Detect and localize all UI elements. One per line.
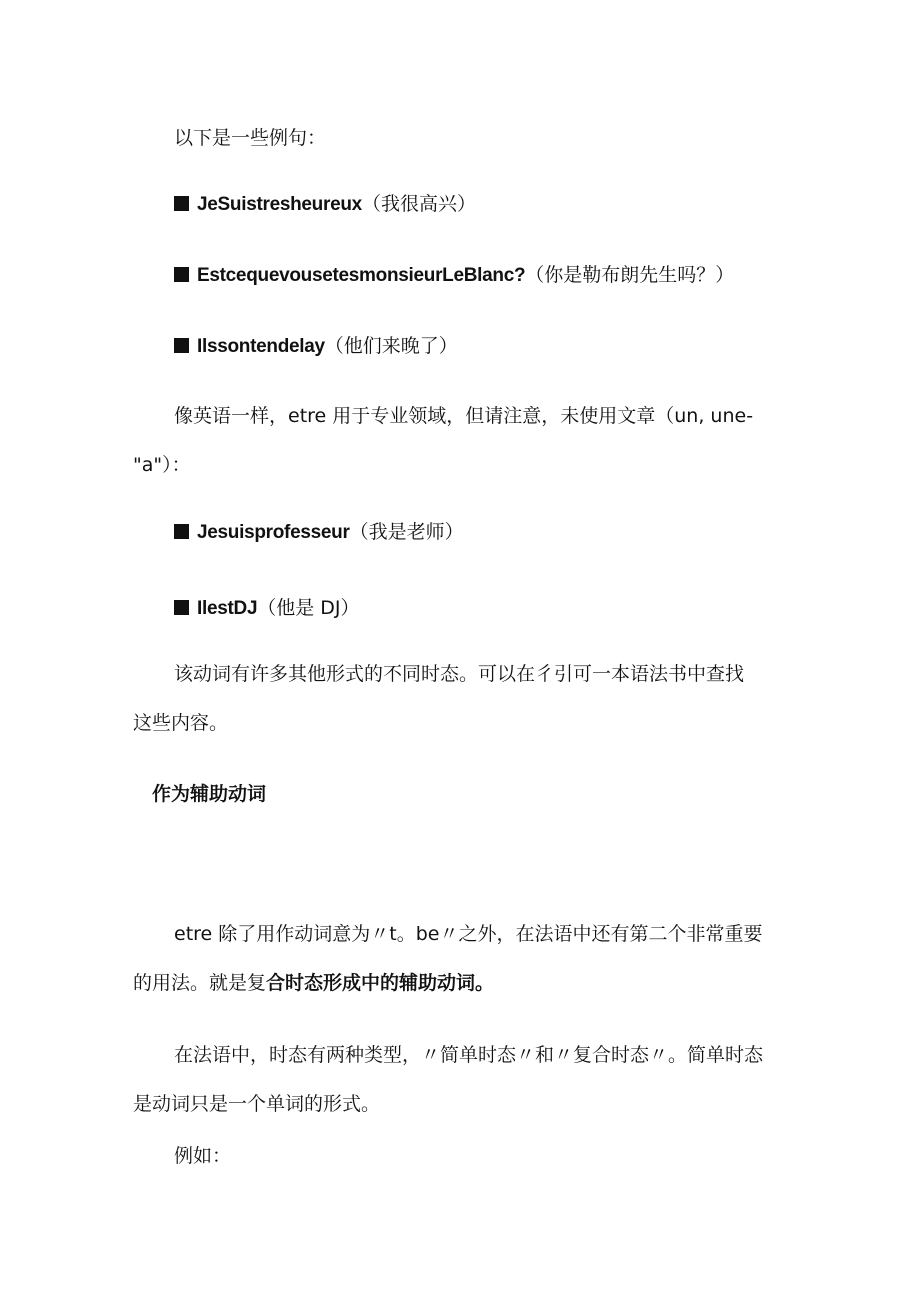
chinese-translation: （他们来晚了） xyxy=(324,335,458,357)
section-heading: 作为辅助动词 xyxy=(152,783,267,805)
chinese-translation: （我很高兴） xyxy=(361,193,476,215)
square-bullet-icon xyxy=(174,267,189,282)
paragraph-line: 这些内容。 xyxy=(133,712,229,734)
intro-text: 以下是一些例句： xyxy=(174,127,327,149)
paragraph-line: 例如： xyxy=(174,1145,232,1167)
chinese-translation: （你是勒布朗先生吗？） xyxy=(525,264,735,286)
example-item xyxy=(174,519,464,546)
square-bullet-icon xyxy=(174,338,189,353)
french-sentence: Ilssontendelay xyxy=(197,336,325,357)
example-item xyxy=(174,595,360,622)
square-bullet-icon xyxy=(174,524,189,539)
paragraph-line xyxy=(133,970,494,996)
paragraph-line: 在法语中，时态有两种类型，〃简单时态〃和〃复合时态〃。简单时态 xyxy=(174,1044,764,1066)
square-bullet-icon xyxy=(174,196,189,211)
paragraph-line: etre 除了用作动词意为〃t。be〃之外，在法语中还有第二个非常重要 xyxy=(174,923,763,945)
french-sentence: EstcequevousetesmonsieurLeBlanc? xyxy=(197,265,526,286)
french-sentence: JeSuistresheureux xyxy=(197,194,362,215)
chinese-translation: （他是 DJ） xyxy=(257,597,360,619)
paragraph-line: "a"）： xyxy=(133,454,191,476)
example-item xyxy=(174,333,458,360)
paragraph-line: 像英语一样，etre 用于专业领域，但请注意，未使用文章（un, une- xyxy=(174,405,754,427)
french-sentence: Jesuisprofesseur xyxy=(197,522,350,543)
emphasized-text: 合时态形成中的辅助动词。 xyxy=(266,972,495,994)
example-item xyxy=(174,191,476,218)
example-item xyxy=(174,262,734,289)
chinese-translation: （我是老师） xyxy=(349,521,464,543)
french-sentence: IlestDJ xyxy=(197,598,258,619)
paragraph-text: 的用法。就是复 xyxy=(133,972,267,994)
paragraph-line: 该动词有许多其他形式的不同时态。可以在彳引可一本语法书中查找 xyxy=(174,663,745,685)
square-bullet-icon xyxy=(174,600,189,615)
paragraph-line: 是动词只是一个单词的形式。 xyxy=(133,1093,381,1115)
